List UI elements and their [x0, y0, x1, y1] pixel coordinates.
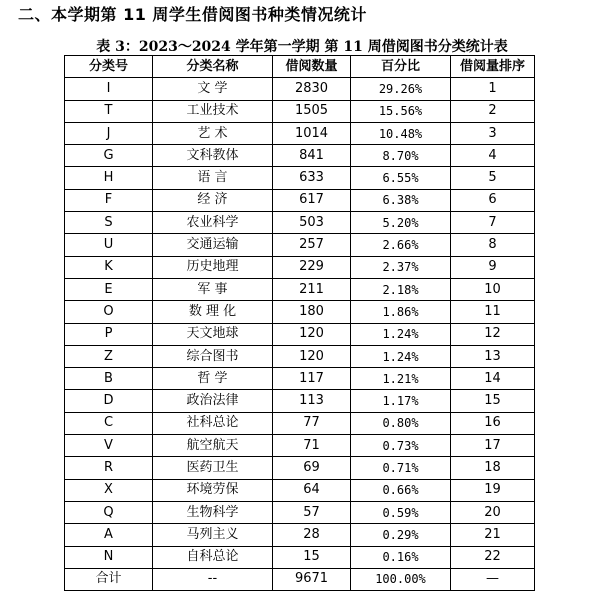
cell-rank: 21 [451, 524, 535, 546]
cell-borrow-count: 77 [273, 412, 351, 434]
cell-class-name: 社科总论 [153, 412, 273, 434]
table-row [65, 234, 535, 256]
cell-rank: 5 [451, 167, 535, 189]
table-row [65, 256, 535, 278]
cell-percentage: 2.66% [351, 234, 451, 256]
cell-class-code: G [65, 145, 153, 167]
column-header-borrow-count: 借阅数量 [273, 56, 351, 78]
cell-rank: 17 [451, 435, 535, 457]
cell-percentage: 0.66% [351, 479, 451, 501]
cell-borrow-count: 15 [273, 546, 351, 568]
cell-percentage: 15.56% [351, 100, 451, 122]
cell-percentage: 0.29% [351, 524, 451, 546]
cell-percentage: 6.38% [351, 189, 451, 211]
cell-borrow-count: 113 [273, 390, 351, 412]
table-row [65, 100, 535, 122]
column-header-class-code: 分类号 [65, 56, 153, 78]
table-row [65, 435, 535, 457]
total-class-name: -- [153, 568, 273, 590]
cell-rank: 4 [451, 145, 535, 167]
cell-percentage: 2.18% [351, 278, 451, 300]
total-rank: — [451, 568, 535, 590]
cell-percentage: 8.70% [351, 145, 451, 167]
table-header-row [65, 56, 535, 78]
cell-percentage: 0.80% [351, 412, 451, 434]
cell-borrow-count: 617 [273, 189, 351, 211]
cell-rank: 18 [451, 457, 535, 479]
table-row [65, 301, 535, 323]
cell-class-code: Q [65, 501, 153, 523]
cell-class-name: 语 言 [153, 167, 273, 189]
cell-class-code: H [65, 167, 153, 189]
cell-class-code: I [65, 78, 153, 100]
cell-class-name: 艺 术 [153, 122, 273, 144]
cell-class-code: Z [65, 345, 153, 367]
table-row [65, 501, 535, 523]
cell-borrow-count: 229 [273, 256, 351, 278]
cell-rank: 13 [451, 345, 535, 367]
cell-percentage: 1.21% [351, 368, 451, 390]
cell-class-code: T [65, 100, 153, 122]
cell-borrow-count: 120 [273, 345, 351, 367]
cell-class-code: F [65, 189, 153, 211]
cell-class-code: O [65, 301, 153, 323]
table-row [65, 524, 535, 546]
total-row [65, 568, 535, 590]
table-row [65, 479, 535, 501]
cell-class-code: U [65, 234, 153, 256]
column-header-rank: 借阅量排序 [451, 56, 535, 78]
cell-borrow-count: 1014 [273, 122, 351, 144]
cell-percentage: 29.26% [351, 78, 451, 100]
cell-borrow-count: 211 [273, 278, 351, 300]
cell-class-name: 文科教体 [153, 145, 273, 167]
cell-borrow-count: 633 [273, 167, 351, 189]
cell-rank: 16 [451, 412, 535, 434]
cell-rank: 1 [451, 78, 535, 100]
cell-class-code: N [65, 546, 153, 568]
total-label: 合计 [65, 568, 153, 590]
cell-percentage: 1.17% [351, 390, 451, 412]
cell-borrow-count: 57 [273, 501, 351, 523]
cell-percentage: 0.59% [351, 501, 451, 523]
cell-rank: 11 [451, 301, 535, 323]
cell-class-code: P [65, 323, 153, 345]
cell-class-name: 文 学 [153, 78, 273, 100]
cell-borrow-count: 71 [273, 435, 351, 457]
cell-borrow-count: 503 [273, 212, 351, 234]
table-row [65, 145, 535, 167]
cell-class-name: 交通运输 [153, 234, 273, 256]
cell-class-name: 综合图书 [153, 345, 273, 367]
cell-class-name: 生物科学 [153, 501, 273, 523]
table-row [65, 212, 535, 234]
cell-borrow-count: 2830 [273, 78, 351, 100]
table-row [65, 546, 535, 568]
cell-class-code: V [65, 435, 153, 457]
cell-borrow-count: 28 [273, 524, 351, 546]
cell-rank: 3 [451, 122, 535, 144]
cell-class-name: 哲 学 [153, 368, 273, 390]
cell-percentage: 5.20% [351, 212, 451, 234]
cell-class-name: 天文地球 [153, 323, 273, 345]
cell-class-name: 马列主义 [153, 524, 273, 546]
cell-borrow-count: 180 [273, 301, 351, 323]
cell-percentage: 0.71% [351, 457, 451, 479]
table-row [65, 122, 535, 144]
cell-percentage: 2.37% [351, 256, 451, 278]
cell-class-name: 数 理 化 [153, 301, 273, 323]
cell-rank: 19 [451, 479, 535, 501]
cell-borrow-count: 117 [273, 368, 351, 390]
cell-class-name: 环境劳保 [153, 479, 273, 501]
cell-class-code: C [65, 412, 153, 434]
cell-percentage: 0.73% [351, 435, 451, 457]
cell-class-code: E [65, 278, 153, 300]
cell-borrow-count: 257 [273, 234, 351, 256]
cell-class-name: 医药卫生 [153, 457, 273, 479]
cell-rank: 15 [451, 390, 535, 412]
table-row [65, 78, 535, 100]
cell-borrow-count: 120 [273, 323, 351, 345]
table-row [65, 167, 535, 189]
table-row [65, 278, 535, 300]
cell-rank: 20 [451, 501, 535, 523]
table-caption: 表 3：2023～2024 学年第一学期 第 11 周借阅图书分类统计表 [96, 39, 508, 55]
cell-class-code: K [65, 256, 153, 278]
cell-class-code: R [65, 457, 153, 479]
section-heading: 二、本学期第 11 周学生借阅图书种类情况统计 [18, 5, 367, 24]
cell-class-name: 工业技术 [153, 100, 273, 122]
cell-percentage: 10.48% [351, 122, 451, 144]
cell-borrow-count: 841 [273, 145, 351, 167]
cell-class-code: S [65, 212, 153, 234]
cell-class-name: 农业科学 [153, 212, 273, 234]
table-row [65, 368, 535, 390]
cell-rank: 14 [451, 368, 535, 390]
cell-rank: 10 [451, 278, 535, 300]
cell-percentage: 6.55% [351, 167, 451, 189]
table-row [65, 189, 535, 211]
cell-percentage: 0.16% [351, 546, 451, 568]
borrowing-stats-table [64, 55, 535, 591]
total-percentage: 100.00% [351, 568, 451, 590]
cell-class-name: 自科总论 [153, 546, 273, 568]
table-row [65, 323, 535, 345]
cell-class-code: A [65, 524, 153, 546]
cell-class-name: 航空航天 [153, 435, 273, 457]
cell-class-name: 经 济 [153, 189, 273, 211]
cell-rank: 22 [451, 546, 535, 568]
cell-percentage: 1.86% [351, 301, 451, 323]
cell-borrow-count: 69 [273, 457, 351, 479]
cell-class-name: 历史地理 [153, 256, 273, 278]
cell-class-name: 政治法律 [153, 390, 273, 412]
column-header-class-name: 分类名称 [153, 56, 273, 78]
cell-borrow-count: 1505 [273, 100, 351, 122]
column-header-percentage: 百分比 [351, 56, 451, 78]
table-row [65, 345, 535, 367]
cell-rank: 2 [451, 100, 535, 122]
cell-class-code: B [65, 368, 153, 390]
cell-class-name: 军 事 [153, 278, 273, 300]
table-row [65, 412, 535, 434]
table-row [65, 457, 535, 479]
cell-borrow-count: 64 [273, 479, 351, 501]
table-row [65, 390, 535, 412]
total-count: 9671 [273, 568, 351, 590]
cell-rank: 6 [451, 189, 535, 211]
cell-percentage: 1.24% [351, 323, 451, 345]
cell-class-code: J [65, 122, 153, 144]
cell-class-code: X [65, 479, 153, 501]
cell-rank: 9 [451, 256, 535, 278]
cell-percentage: 1.24% [351, 345, 451, 367]
cell-rank: 12 [451, 323, 535, 345]
cell-rank: 8 [451, 234, 535, 256]
cell-class-code: D [65, 390, 153, 412]
cell-rank: 7 [451, 212, 535, 234]
